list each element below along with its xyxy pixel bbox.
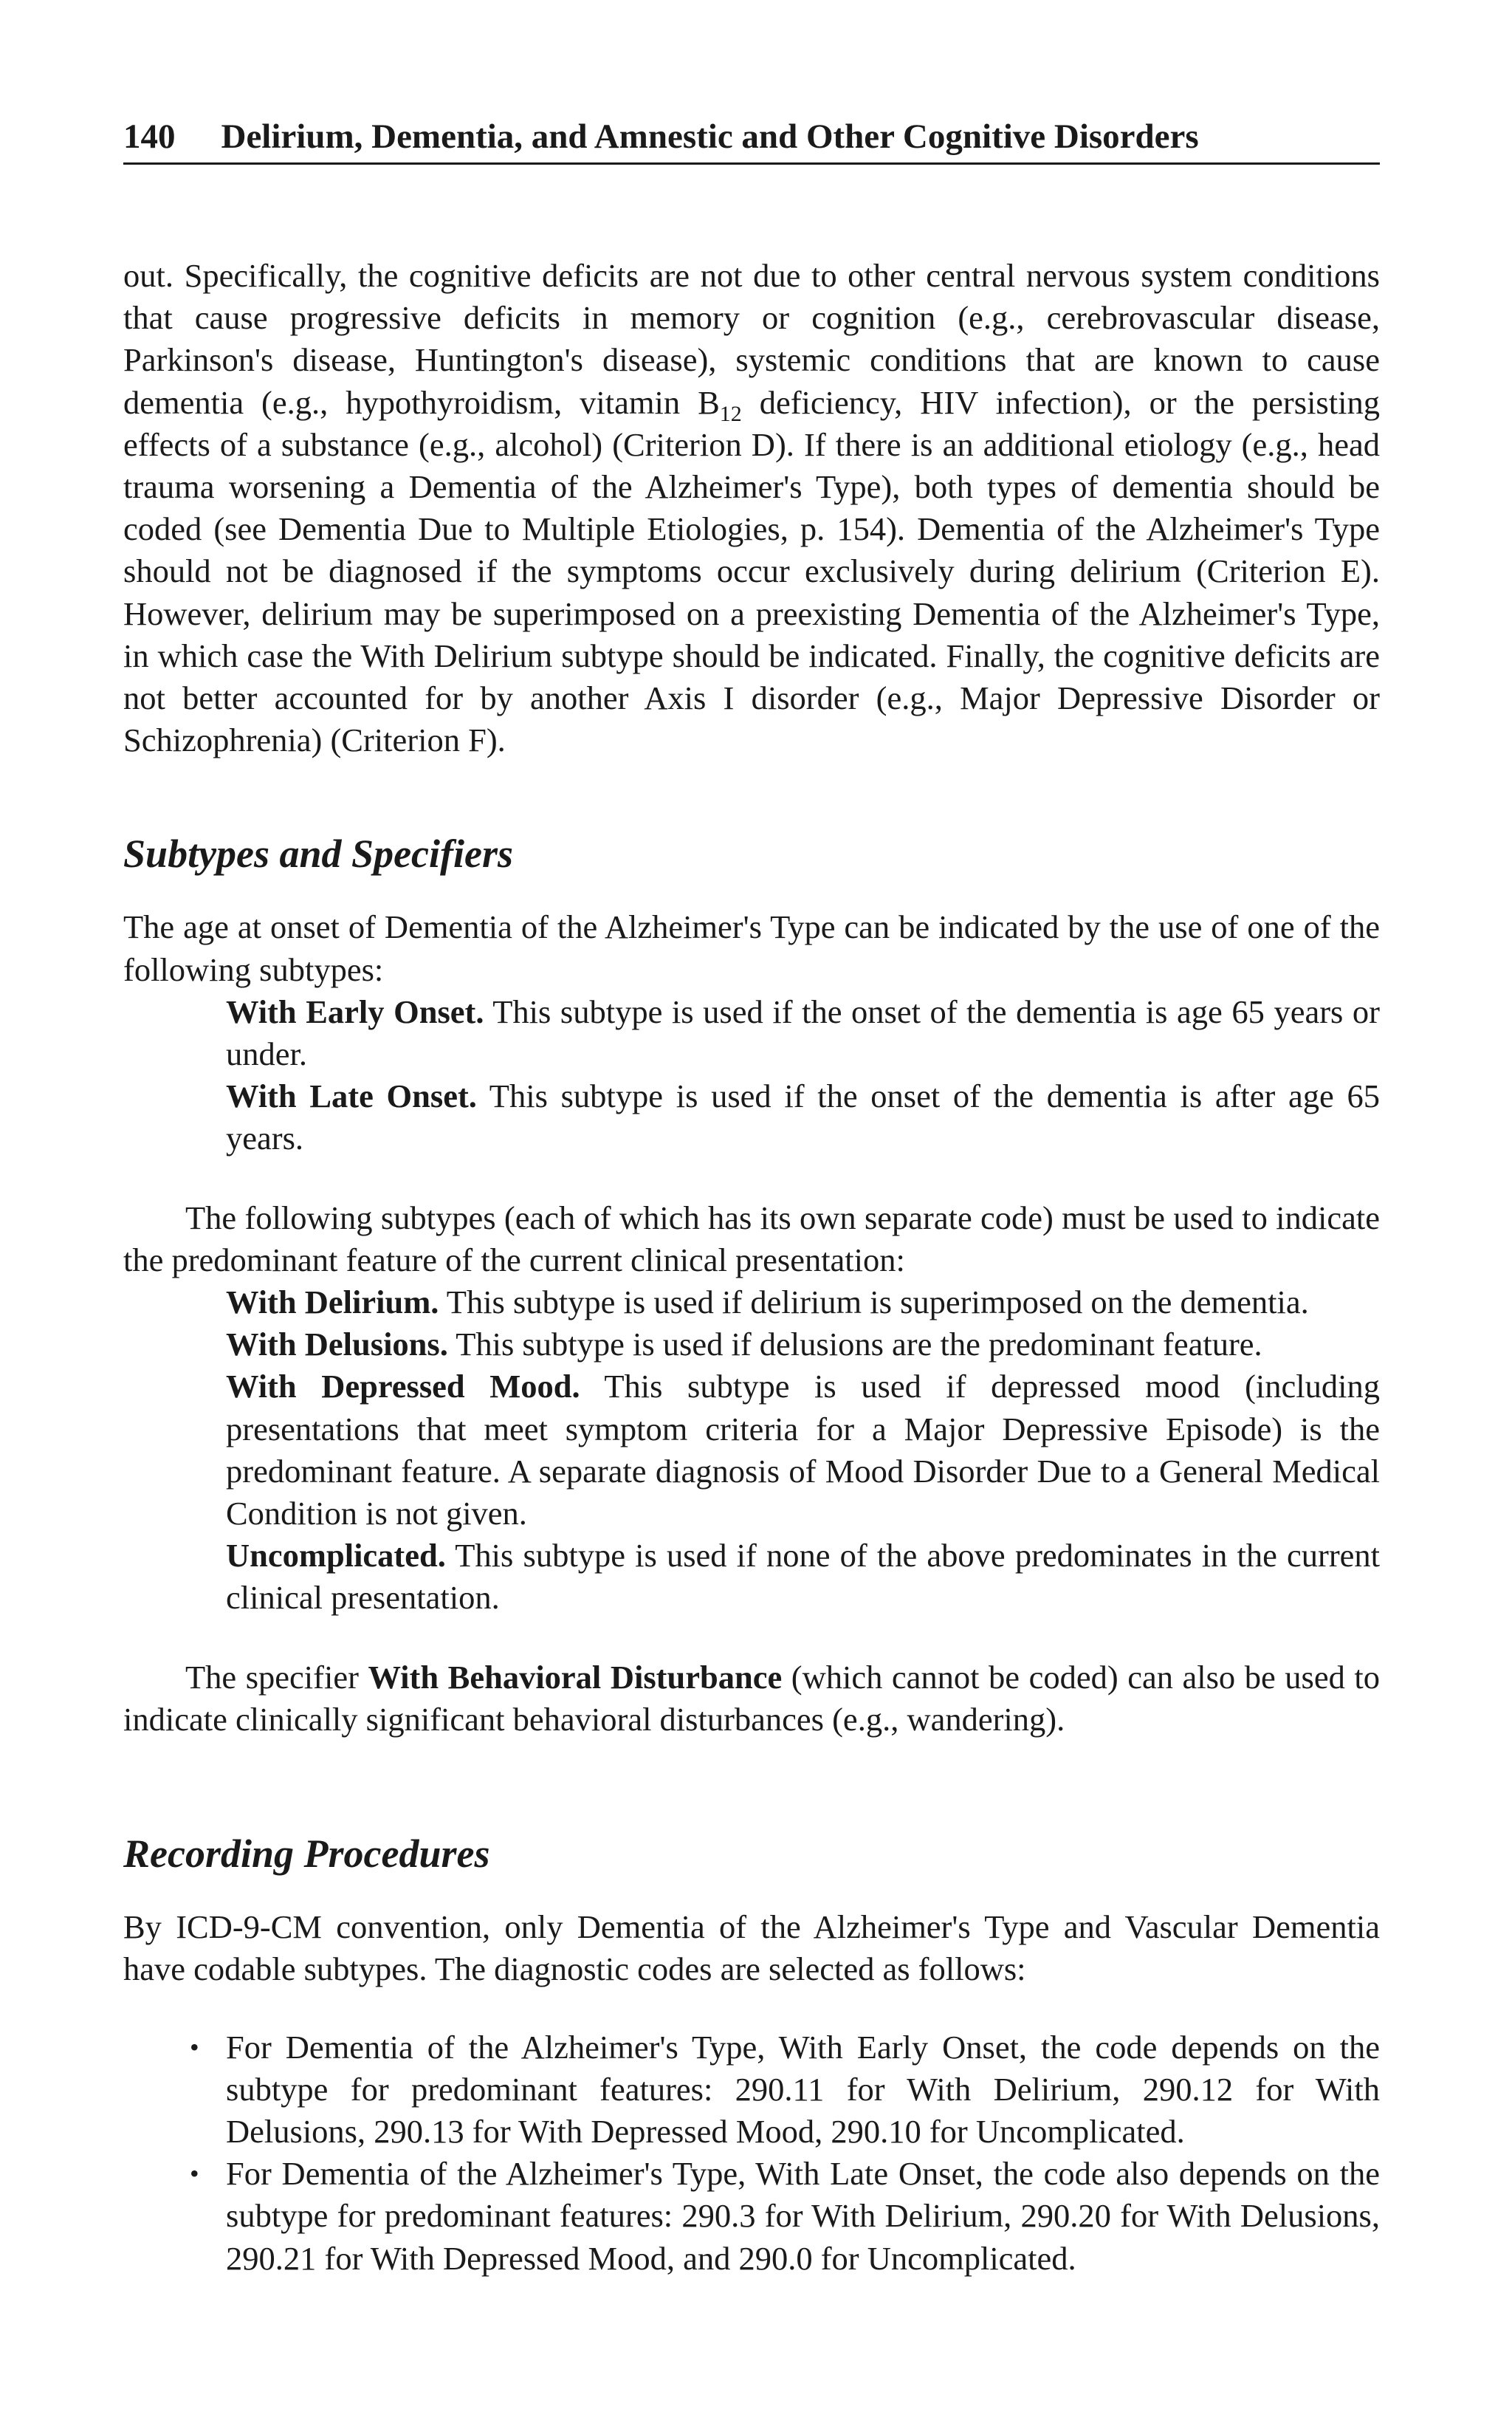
recording-intro: By ICD-9-CM convention, only Dementia of the Alzheimer's Type and Vascular Dementia have codable subtypes. The diagnostic codes are selected as follows: bbox=[123, 1908, 1380, 1988]
subscript: 12 bbox=[719, 401, 742, 426]
paragraph-text-part: out. Specifically, the cognitive deficits are not due to other central nervous system conditions that cause progressive deficits in memory or cognition (e.g., cerebrovascular disease, Parkinson's disease, Huntington's disease), systemic conditions that are known to cause dementia (e.g., hypothyroidism, vitamin B bbox=[123, 257, 1380, 421]
specifier-pre: The specifier bbox=[185, 1658, 368, 1696]
running-header bbox=[123, 111, 1380, 165]
definition-term: With Depressed Mood. bbox=[226, 1368, 580, 1405]
list-item bbox=[123, 2026, 1380, 2153]
predominant-subtype-list bbox=[226, 1281, 1380, 1620]
specifier-post: (which cannot be coded) can also be used to indicate clinically significant behavioral disturbances (e.g., wandering). bbox=[123, 1658, 1380, 1738]
body-text bbox=[123, 255, 1380, 2280]
definition-term: With Late Onset. bbox=[226, 1077, 477, 1115]
predominant-intro: The following subtypes (each of which has its own separate code) must be used to indicate the predominant feature of the current clinical presentation: bbox=[123, 1199, 1380, 1278]
definition-term: Uncomplicated. bbox=[226, 1537, 446, 1574]
specifier-paragraph bbox=[123, 1656, 1380, 1741]
section-heading-subtypes: Subtypes and Specifiers bbox=[123, 832, 514, 877]
subtypes-intro: The age at onset of Dementia of the Alzheimer's Type can be indicated by the use of one of the following subtypes: bbox=[123, 908, 1380, 988]
definition-item bbox=[226, 1323, 1380, 1365]
bullet-icon: • bbox=[190, 2032, 199, 2062]
definition-item bbox=[226, 1281, 1380, 1323]
list-item-text: For Dementia of the Alzheimer's Type, With Early Onset, the code depends on the subtype for predominant features: 290.11 for With Delirium, 290.12 for With Delusions, 290.13 for With Depressed Mood, 290.10 for Uncomplicated. bbox=[226, 2028, 1380, 2150]
definition-term: With Early Onset. bbox=[226, 993, 484, 1030]
continued-paragraph bbox=[123, 255, 1380, 761]
definition-text: This subtype is used if delirium is superimposed on the dementia. bbox=[439, 1284, 1309, 1321]
list-item bbox=[123, 2153, 1380, 2280]
page-number: 140 bbox=[123, 117, 176, 156]
definition-term: With Delirium. bbox=[226, 1284, 439, 1321]
code-bullet-list bbox=[123, 2026, 1380, 2280]
definition-item bbox=[226, 991, 1380, 1075]
definition-text: This subtype is used if depressed mood (including presentations that meet symptom criteria for a Major Depressive Episode) is the predominant feature. A separate diagnosis of Mood Disorder Due to a General Medical Condition is not given. bbox=[226, 1368, 1381, 1532]
section-heading-recording: Recording Procedures bbox=[123, 1831, 490, 1877]
definition-item bbox=[226, 1535, 1380, 1619]
onset-subtype-list bbox=[226, 991, 1380, 1160]
list-item-text: For Dementia of the Alzheimer's Type, With Late Onset, the code also depends on the subtype for predominant features: 290.3 for With Delirium, 290.20 for With Delusions, 290.21 for With Depressed Mood, and 290.0 for Uncomplicated. bbox=[226, 2155, 1380, 2277]
specifier-term: With Behavioral Disturbance bbox=[368, 1658, 783, 1696]
definition-text: This subtype is used if the onset of the dementia is after age 65 years. bbox=[226, 1077, 1380, 1157]
definition-term: With Delusions. bbox=[226, 1326, 448, 1363]
definition-item bbox=[226, 1075, 1380, 1159]
bullet-icon: • bbox=[190, 2159, 199, 2189]
definition-text: This subtype is used if none of the above predominates in the current clinical presentation. bbox=[226, 1537, 1380, 1617]
definition-text: This subtype is used if the onset of the dementia is age 65 years or under. bbox=[226, 993, 1380, 1073]
running-title: Delirium, Dementia, and Amnestic and Other Cognitive Disorders bbox=[221, 117, 1199, 156]
paragraph-text-part: deficiency, HIV infection), or the persisting effects of a substance (e.g., alcohol) (Criterion D). If there is an additional etiology (e.g., head trauma worsening a Dementia of the Alzheimer's Type), both types of dementia should be coded (see Dementia Due to Multiple Etiologies, p. 154). Dementia of the Alzheimer's Type should not be diagnosed if the symptoms occur exclusively during delirium (Criterion E). However, delirium may be superimposed on a preexisting Dementia of the Alzheimer's Type, in which case the With Delirium subtype should be indicated. Finally, the cognitive deficits are not better accounted for by another Axis I disorder (e.g., Major Depressive Disorder or Schizophrenia) (Criterion F). bbox=[123, 383, 1380, 759]
definition-item bbox=[226, 1365, 1380, 1535]
definition-text: This subtype is used if delusions are the predominant feature. bbox=[447, 1326, 1262, 1363]
